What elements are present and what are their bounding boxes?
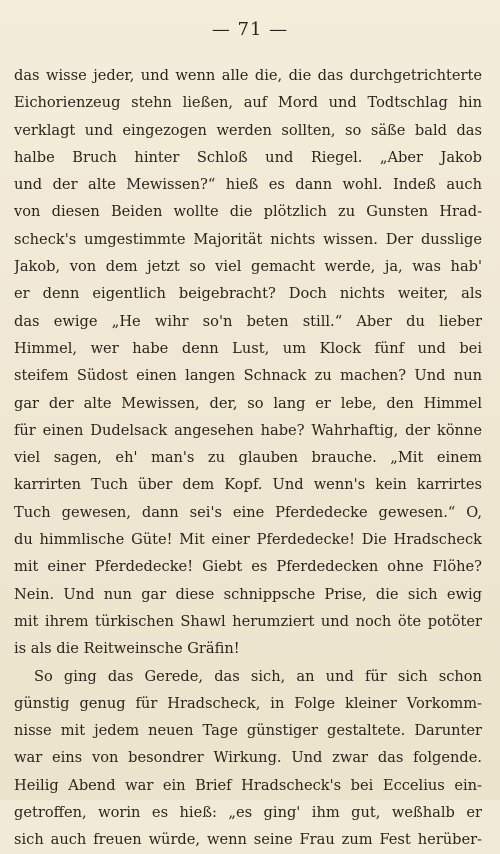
text-line: sich auch freuen würde, wenn seine Frau zum Fest herüber- bbox=[14, 831, 482, 849]
text-line: von diesen Beiden wollte die plötzlich zu Gunsten Hrad- bbox=[14, 203, 482, 221]
text-line: war eins von besondrer Wirkung. Und zwar das folgende. bbox=[14, 749, 482, 767]
text-line: So ging das Gerede, das sich, an und für sich schon bbox=[34, 667, 482, 685]
text-line: karrirten Tuch über dem Kopf. Und wenn's kein karrirtes bbox=[14, 476, 482, 494]
page-number: — 71 — bbox=[211, 19, 289, 40]
text-line: is als die Reitweinsche Gräfin! bbox=[14, 640, 240, 658]
text-line: Nein. Und nun gar diese schnippsche Prise, die sich ewig bbox=[14, 585, 482, 603]
text-line: Himmel, wer habe denn Lust, um Klock fünf und bei bbox=[14, 339, 482, 357]
body-text bbox=[14, 62, 482, 854]
text-line: du himmlische Güte! Mit einer Pferdedecke! Die Hradscheck bbox=[14, 531, 482, 549]
text-line: mit einer Pferdedecke! Giebt es Pferdedecken ohne Flöhe? bbox=[14, 558, 482, 576]
text-line: Tuch gewesen, dann sei's eine Pferdedecke gewesen.“ O, bbox=[14, 503, 482, 521]
text-line: getroffen, worin es hieß: „es ging' ihm gut, weßhalb er bbox=[14, 804, 482, 822]
text-line: und der alte Mewissen?“ hieß es dann wohl. Indeß auch bbox=[14, 176, 482, 194]
text-line: Eichorienzeug stehn ließen, auf Mord und Todtschlag hin bbox=[14, 94, 482, 112]
text-line: er denn eigentlich beigebracht? Doch nichts weiter, als bbox=[14, 285, 482, 303]
text-line: Heilig Abend war ein Brief Hradscheck's bei Eccelius ein- bbox=[14, 776, 482, 794]
text-line: günstig genug für Hradscheck, in Folge kleiner Vorkomm- bbox=[14, 694, 482, 712]
text-line: das wisse jeder, und wenn alle die, die das durchgetrichterte bbox=[14, 67, 482, 84]
text-line: für einen Dudelsack angesehen habe? Wahrhaftig, der könne bbox=[14, 421, 482, 439]
text-line: viel sagen, eh' man's zu glauben brauche. „Mit einem bbox=[14, 449, 482, 467]
text-line: das ewige „He wihr so'n beten still.“ Aber du lieber bbox=[14, 312, 482, 330]
text-line: Jakob, von dem jetzt so viel gemacht werde, ja, was hab' bbox=[14, 258, 482, 276]
text-line: nisse mit jedem neuen Tage günstiger gestaltete. Darunter bbox=[14, 722, 482, 740]
text-line: mit ihrem türkischen Shawl herumziert und noch öte potöter bbox=[14, 612, 482, 630]
text-line: verklagt und eingezogen werden sollten, so säße bald das bbox=[14, 121, 482, 139]
text-line: scheck's umgestimmte Majorität nichts wissen. Der dusslige bbox=[14, 230, 482, 248]
text-line: halbe Bruch hinter Schloß und Riegel. „Aber Jakob bbox=[14, 148, 482, 166]
text-line: steifem Südost einen langen Schnack zu machen? Und nun bbox=[14, 367, 482, 385]
text-line: gar der alte Mewissen, der, so lang er lebe, den Himmel bbox=[14, 394, 482, 412]
